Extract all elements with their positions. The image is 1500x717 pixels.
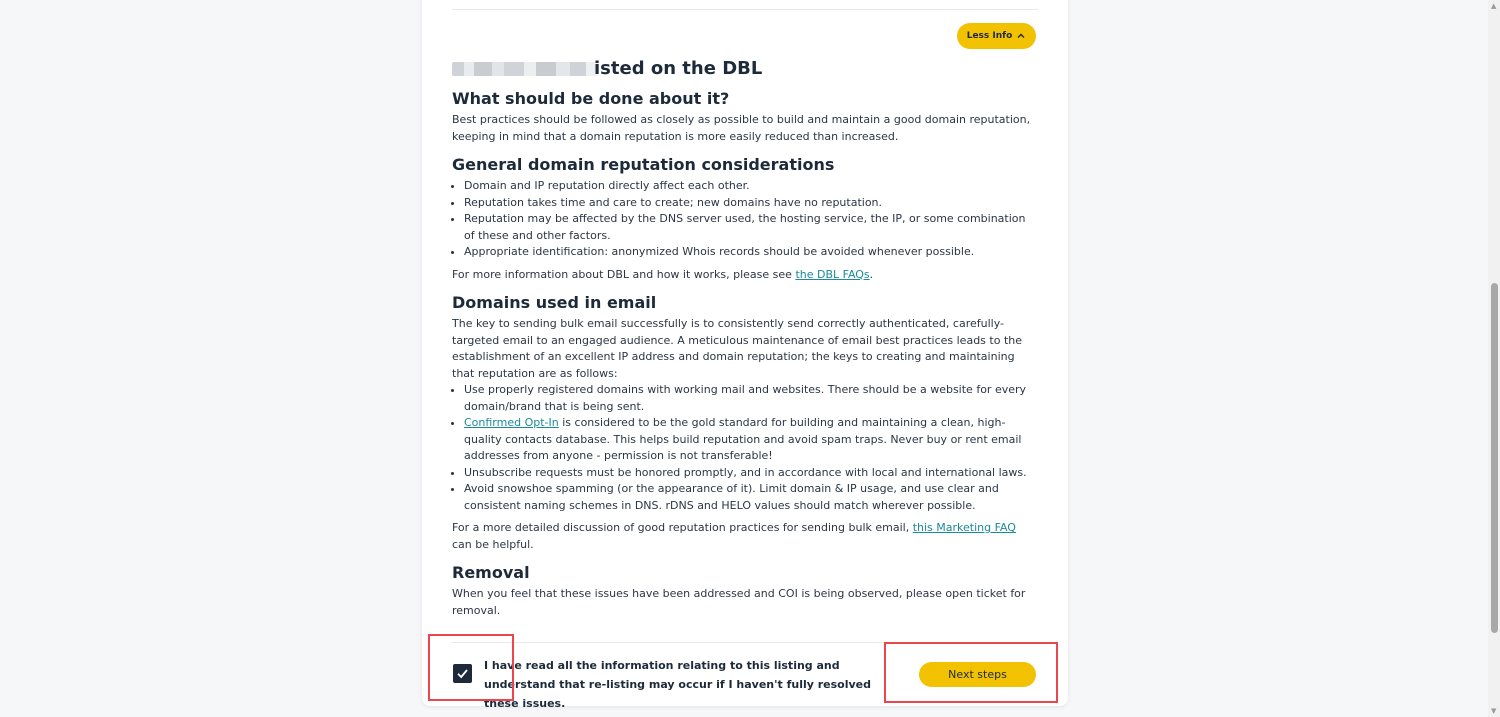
marketing-faq-paragraph (452, 520, 1038, 553)
less-info-button[interactable] (957, 23, 1036, 49)
confirmed-opt-in-link[interactable]: Confirmed Opt-In (464, 416, 559, 429)
scroll-up-icon[interactable]: ▲ (1491, 2, 1497, 10)
checkmark-icon (456, 667, 469, 680)
list-item (464, 415, 1038, 465)
scroll-down-icon[interactable]: ▼ (1491, 707, 1497, 715)
redacted-domain (452, 62, 598, 76)
section-body: Best practices should be followed as closely as possible to build and maintain a good domain reputation, keeping in mind that a domain reputation is more easily reduced than increased. (452, 113, 1031, 143)
scrollbar-thumb[interactable] (1491, 283, 1498, 633)
section-what-to-do (452, 88, 1038, 145)
list-item: • Appropriate identification: anonymized Whois records should be avoided whenever possible. (464, 244, 1038, 261)
paragraph-text: For a more detailed discussion of good reputation practices for sending bulk email, (452, 521, 913, 534)
footer-divider (452, 642, 1038, 643)
listing-title-text: isted on the DBL (594, 58, 763, 79)
dbl-faq-paragraph (452, 267, 1038, 284)
list-item: • Unsubscribe requests must be honored promptly, and in accordance with local and international laws. (464, 465, 1038, 482)
section-general (452, 154, 1038, 283)
list-item: • Reputation may be affected by the DNS server used, the hosting service, the IP, or some combination of these and other factors. (464, 211, 1038, 244)
list-item: • Avoid snowshoe spamming (or the appearance of it). Limit domain & IP usage, and use clear and consistent naming schemes in DNS. rDNS and HELO values should match wherever possible. (464, 481, 1038, 514)
listing-content (452, 56, 1038, 619)
listing-card (422, 0, 1068, 710)
acknowledge-label[interactable]: I have read all the information relating to this listing and understand that re-listing may occur if I haven't fully resolved these issues. (484, 659, 872, 710)
section-body: The key to sending bulk email successfully is to consistently send correctly authenticated, carefully-targeted email to an engaged audience. A meticulous maintenance of email best practices leads to the establishment of an excellent IP address and domain reputation; the keys to creating and maintaining that reputation are as follows: (452, 317, 1022, 380)
listing-title (452, 56, 1038, 82)
paragraph-text: . (869, 267, 874, 281)
paragraph-text: can be helpful. (452, 537, 534, 551)
general-list (452, 178, 1038, 261)
section-email (452, 292, 1038, 553)
section-heading: What should be done about it? (452, 89, 730, 108)
marketing-faq-link[interactable]: this Marketing FAQ (912, 521, 1016, 534)
email-list (452, 382, 1038, 514)
list-item: • Reputation takes time and care to create; new domains have no reputation. (464, 195, 1038, 212)
list-item-text: is considered to be the gold standard for building and maintaining a clean, high-quality contacts database. This helps build reputation and avoid spam traps. Never buy or rent email addresses from anyone - permission is not transferable! (464, 416, 1022, 462)
paragraph-text: For more information about DBL and how it works, please see (452, 267, 796, 281)
top-divider (452, 9, 1038, 10)
list-item: • Use properly registered domains with working mail and websites. There should be a website for every domain/brand that is being sent. (464, 382, 1038, 415)
list-item: • Domain and IP reputation directly affect each other. (464, 178, 1038, 195)
chevron-up-icon (1016, 31, 1026, 41)
section-removal (452, 562, 1038, 619)
less-info-label: Less Info (966, 31, 1013, 41)
acknowledge-checkbox[interactable] (453, 664, 472, 683)
section-heading: General domain reputation considerations (452, 155, 835, 174)
section-heading: Removal (452, 563, 530, 582)
dbl-faq-link[interactable]: the DBL FAQs (795, 267, 870, 281)
section-heading: Domains used in email (452, 293, 657, 312)
section-body: When you feel that these issues have been addressed and COI is being observed, please open ticket for removal. (452, 587, 1026, 617)
next-steps-button[interactable]: Next steps (919, 662, 1036, 687)
